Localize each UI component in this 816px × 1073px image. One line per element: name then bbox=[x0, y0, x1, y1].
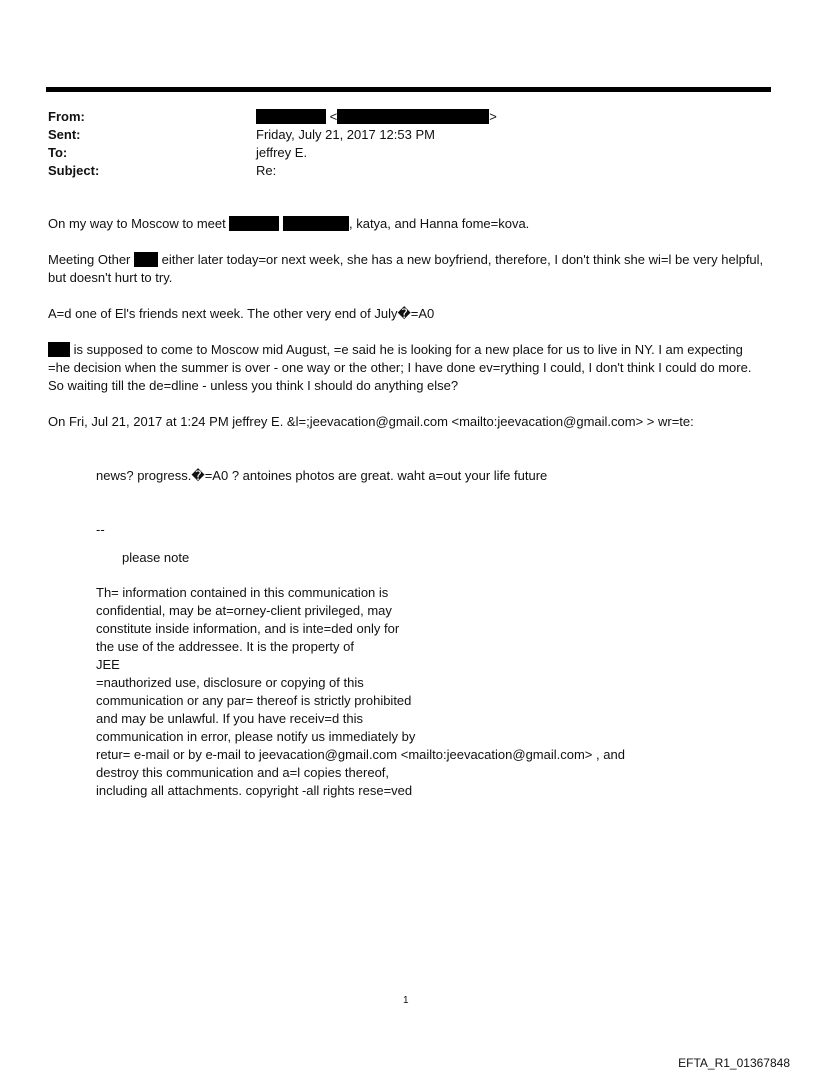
redacted-name-2 bbox=[283, 216, 349, 231]
redacted-name-3 bbox=[134, 252, 158, 267]
sent-value: Friday, July 21, 2017 12:53 PM bbox=[256, 127, 435, 142]
page-number: 1 bbox=[403, 995, 409, 1006]
sent-row bbox=[48, 126, 497, 144]
redacted-name-1 bbox=[229, 216, 279, 231]
redacted-name-4 bbox=[48, 342, 70, 357]
to-value: jeffrey E. bbox=[256, 145, 308, 160]
quoted-line-1: news? progress.�=A0 ? antoines photos are great. waht a=out your life future bbox=[96, 468, 548, 483]
disclaimer-line: communication or any par= thereof is strictly prohibited bbox=[96, 693, 412, 708]
reply-attribution: On Fri, Jul 21, 2017 at 1:24 PM jeffrey E. &l=;jeevacation@gmail.com <mailto:jeevacation@gmail.com> > wr=te: bbox=[48, 414, 694, 429]
from-gt: > bbox=[489, 109, 497, 124]
quoted-message bbox=[96, 467, 776, 800]
document-id: EFTA_R1_01367848 bbox=[678, 1056, 790, 1070]
subject-label: Subject: bbox=[48, 163, 100, 178]
disclaimer-line: Th= information contained in this communication is bbox=[96, 585, 389, 600]
disclaimer-line: confidential, may be at=orney-client privileged, may bbox=[96, 603, 392, 618]
disclaimer-line: and may be unlawful. If you have receiv=d this bbox=[96, 711, 364, 726]
body-paragraph-1 bbox=[48, 215, 768, 233]
disclaimer bbox=[96, 584, 776, 800]
disclaimer-line: the use of the addressee. It is the property of bbox=[96, 639, 354, 654]
p1-end: , katya, and Hanna fome=kova. bbox=[348, 216, 530, 231]
to-row bbox=[48, 144, 497, 162]
disclaimer-line: =nauthorized use, disclosure or copying of this bbox=[96, 675, 364, 690]
disclaimer-line: retur= e-mail or by e-mail to jeevacation@gmail.com <mailto:jeevacation@gmail.com> , and bbox=[96, 747, 625, 762]
body-paragraph-3: A=d one of El's friends next week. The other very end of July�=A0 bbox=[48, 306, 435, 321]
please-note: please note bbox=[122, 550, 190, 565]
disclaimer-line: communication in error, please notify us immediately by bbox=[96, 729, 416, 744]
p1-start: On my way to Moscow to meet bbox=[48, 216, 226, 231]
header-rule bbox=[46, 87, 771, 92]
disclaimer-line: JEE bbox=[96, 657, 120, 672]
disclaimer-line: including all attachments. copyright -all rights rese=ved bbox=[96, 783, 413, 798]
sent-label: Sent: bbox=[48, 127, 81, 142]
disclaimer-line: constitute inside information, and is inte=ded only for bbox=[96, 621, 400, 636]
body-paragraph-2 bbox=[48, 251, 768, 287]
body-paragraph-4 bbox=[48, 341, 768, 395]
email-body bbox=[48, 215, 768, 431]
to-label: To: bbox=[48, 145, 68, 160]
from-value bbox=[256, 108, 497, 126]
redacted-sender-email bbox=[337, 109, 489, 124]
subject-row bbox=[48, 162, 497, 180]
disclaimer-line: destroy this communication and a=l copies thereof, bbox=[96, 765, 390, 780]
redacted-sender-name bbox=[256, 109, 326, 124]
from-lt: < bbox=[329, 109, 338, 124]
p4-end: is supposed to come to Moscow mid August, =e said he is looking for a new place for us to live in NY. I am expecting =he decision when the summer is over - one way or the other; I have done ev=rything I could, I don't think I could do more. So waiting till the de=dline - unless you think I should do anything else? bbox=[48, 342, 752, 393]
p2-end: either later today=or next week, she has a new boyfriend, therefore, I don't think she wi=l be very helpful, but doesn't hurt to try. bbox=[48, 252, 764, 285]
from-label: From: bbox=[48, 109, 85, 124]
p2-start: Meeting Other bbox=[48, 252, 131, 267]
subject-value: Re: bbox=[256, 163, 277, 178]
email-header bbox=[48, 108, 497, 180]
signature-dash: -- bbox=[96, 522, 105, 537]
from-row bbox=[48, 108, 497, 126]
